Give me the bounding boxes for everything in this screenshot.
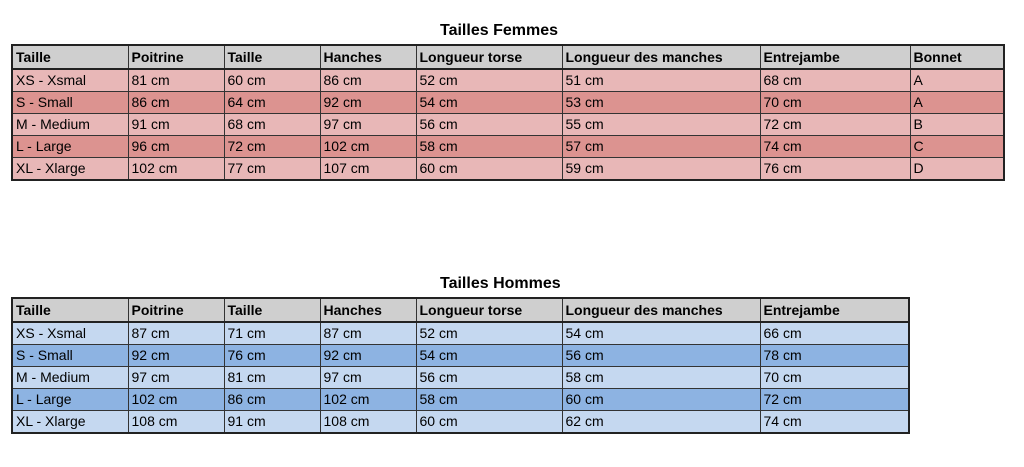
table-cell: XS - Xsmal [12, 322, 128, 345]
table-cell: A [910, 92, 1004, 114]
table-cell: 102 cm [320, 389, 416, 411]
table-cell: 60 cm [562, 389, 760, 411]
header-cell: Entrejambe [760, 45, 910, 69]
table-cell: S - Small [12, 92, 128, 114]
table-cell: XL - Xlarge [12, 411, 128, 434]
table-cell: 72 cm [224, 136, 320, 158]
table-cell: D [910, 158, 1004, 181]
men-sizes-title: Tailles Hommes [440, 275, 561, 292]
table-cell: 60 cm [416, 411, 562, 434]
header-cell: Longueur des manches [562, 298, 760, 322]
table-cell: XL - Xlarge [12, 158, 128, 181]
table-cell: L - Large [12, 136, 128, 158]
table-cell: 108 cm [128, 411, 224, 434]
table-cell: 92 cm [128, 345, 224, 367]
table-cell: 87 cm [128, 322, 224, 345]
table-cell: 56 cm [562, 345, 760, 367]
table-cell: 68 cm [760, 69, 910, 92]
table-row [12, 367, 909, 389]
table-cell: 74 cm [760, 411, 909, 434]
table-cell: 96 cm [128, 136, 224, 158]
table-cell: 86 cm [224, 389, 320, 411]
table-cell: 87 cm [320, 322, 416, 345]
table-cell: 58 cm [562, 367, 760, 389]
table-cell: 102 cm [128, 158, 224, 181]
table-row [12, 322, 909, 345]
table-cell: 76 cm [224, 345, 320, 367]
table-cell: 66 cm [760, 322, 909, 345]
header-cell: Longueur des manches [562, 45, 760, 69]
table-cell: 102 cm [320, 136, 416, 158]
header-cell: Taille [12, 298, 128, 322]
table-cell: 60 cm [224, 69, 320, 92]
table-row [12, 389, 909, 411]
table-cell: 97 cm [320, 367, 416, 389]
table-cell: 76 cm [760, 158, 910, 181]
table-header-row [12, 298, 909, 322]
table-cell: 92 cm [320, 92, 416, 114]
table-row [12, 69, 1004, 92]
table-cell: 55 cm [562, 114, 760, 136]
table-cell: 52 cm [416, 322, 562, 345]
header-cell: Taille [224, 45, 320, 69]
table-cell: 91 cm [224, 411, 320, 434]
table-cell: 108 cm [320, 411, 416, 434]
table-cell: 70 cm [760, 367, 909, 389]
table-cell: 71 cm [224, 322, 320, 345]
header-cell: Taille [12, 45, 128, 69]
women-sizes-table [11, 44, 1005, 181]
table-cell: 60 cm [416, 158, 562, 181]
table-cell: 107 cm [320, 158, 416, 181]
header-cell: Taille [224, 298, 320, 322]
table-cell: 70 cm [760, 92, 910, 114]
header-cell: Longueur torse [416, 298, 562, 322]
header-cell: Poitrine [128, 298, 224, 322]
table-cell: 58 cm [416, 389, 562, 411]
table-cell: 51 cm [562, 69, 760, 92]
table-cell: 78 cm [760, 345, 909, 367]
table-cell: 97 cm [128, 367, 224, 389]
table-row [12, 345, 909, 367]
table-cell: 53 cm [562, 92, 760, 114]
header-cell: Poitrine [128, 45, 224, 69]
table-cell: 57 cm [562, 136, 760, 158]
table-cell: 54 cm [562, 322, 760, 345]
table-cell: 59 cm [562, 158, 760, 181]
table-cell: XS - Xsmal [12, 69, 128, 92]
women-sizes-title: Tailles Femmes [440, 22, 558, 39]
table-cell: 62 cm [562, 411, 760, 434]
table-cell: 92 cm [320, 345, 416, 367]
table-cell: 81 cm [224, 367, 320, 389]
table-cell: 58 cm [416, 136, 562, 158]
table-header-row [12, 45, 1004, 69]
header-cell: Hanches [320, 298, 416, 322]
table-cell: 56 cm [416, 114, 562, 136]
table-row [12, 136, 1004, 158]
table-cell: S - Small [12, 345, 128, 367]
table-cell: 56 cm [416, 367, 562, 389]
men-sizes-table [11, 297, 910, 434]
table-cell: 68 cm [224, 114, 320, 136]
table-row [12, 158, 1004, 181]
table-cell: C [910, 136, 1004, 158]
table-cell: B [910, 114, 1004, 136]
table-cell: 72 cm [760, 114, 910, 136]
table-cell: 91 cm [128, 114, 224, 136]
table-cell: 54 cm [416, 92, 562, 114]
table-row [12, 411, 909, 434]
header-cell: Longueur torse [416, 45, 562, 69]
table-row [12, 92, 1004, 114]
header-cell: Hanches [320, 45, 416, 69]
table-cell: 74 cm [760, 136, 910, 158]
table-cell: 81 cm [128, 69, 224, 92]
table-cell: 77 cm [224, 158, 320, 181]
header-cell: Entrejambe [760, 298, 909, 322]
table-cell: 54 cm [416, 345, 562, 367]
table-cell: 86 cm [320, 69, 416, 92]
table-cell: 86 cm [128, 92, 224, 114]
table-cell: 72 cm [760, 389, 909, 411]
table-cell: M - Medium [12, 367, 128, 389]
table-cell: M - Medium [12, 114, 128, 136]
table-row [12, 114, 1004, 136]
table-cell: A [910, 69, 1004, 92]
table-cell: 97 cm [320, 114, 416, 136]
table-cell: 64 cm [224, 92, 320, 114]
table-cell: 52 cm [416, 69, 562, 92]
header-cell: Bonnet [910, 45, 1004, 69]
table-cell: L - Large [12, 389, 128, 411]
table-cell: 102 cm [128, 389, 224, 411]
